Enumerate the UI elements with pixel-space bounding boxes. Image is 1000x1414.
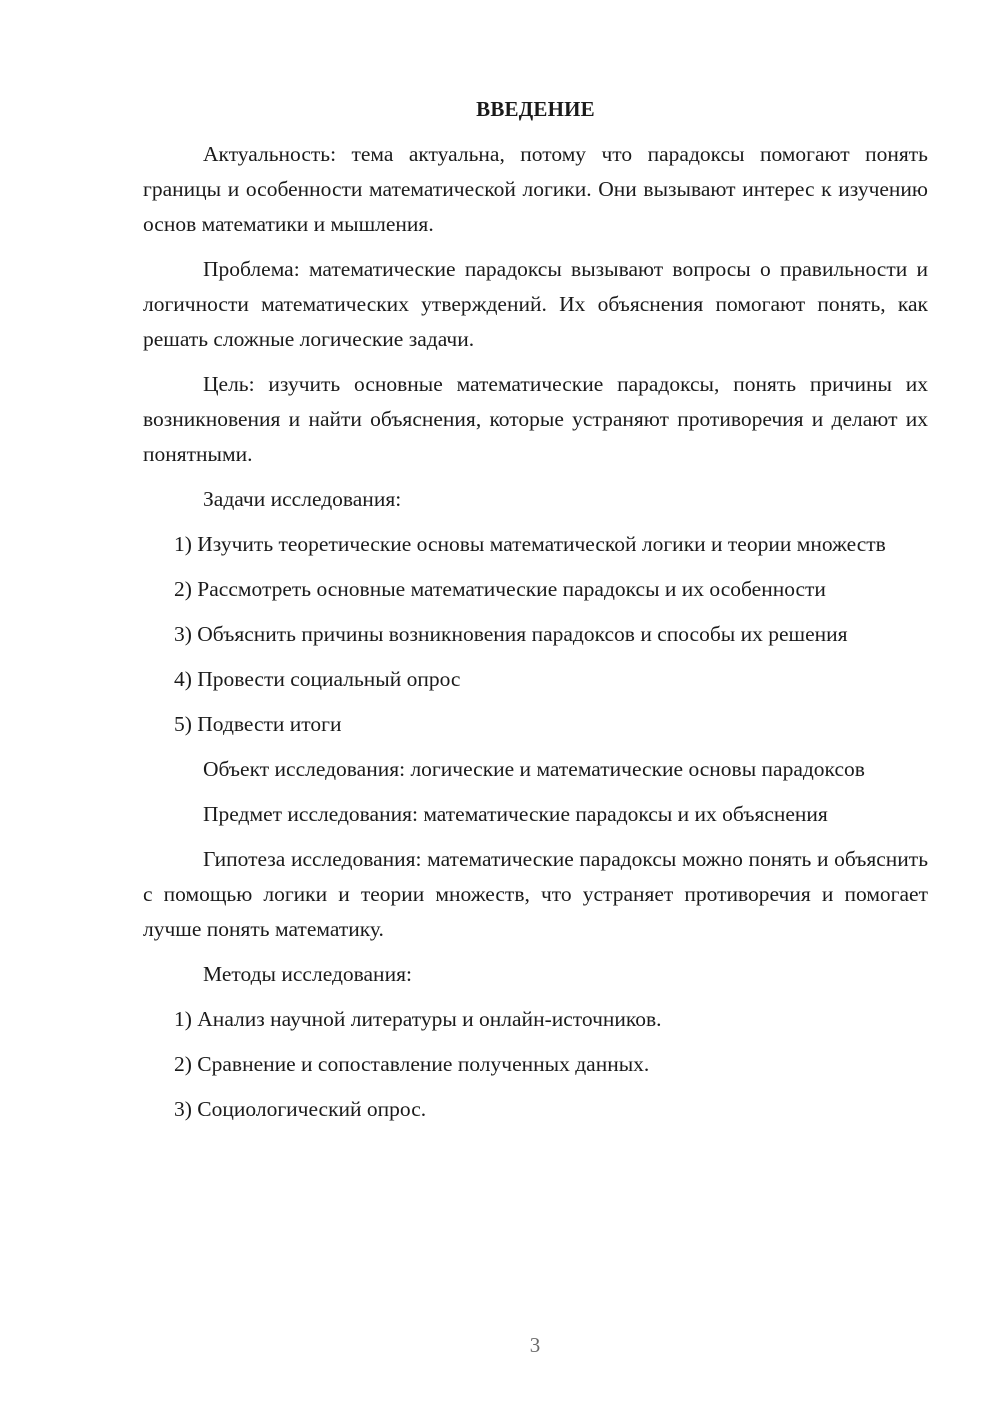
task-item-5: 5) Подвести итоги (174, 712, 342, 736)
task-item-3: 3) Объяснить причины возникновения парадоксов и способы их решения (174, 622, 848, 646)
paragraph-problem: Проблема: математические парадоксы вызывают вопросы о правильности и логичности математических утверждений. Их объяснения помогают понять, как решать сложные логические задачи. (143, 257, 928, 351)
paragraph-goal: Цель: изучить основные математические парадоксы, понять причины их возникновения и найти объяснения, которые устраняют противоречия и делают их понятными. (143, 372, 928, 466)
paragraph-object: Объект исследования: логические и математические основы парадоксов (203, 757, 865, 781)
paragraph-hypothesis: Гипотеза исследования: математические парадоксы можно понять и объяснить с помощью логики и теории множеств, что устраняет противоречия и помогает лучше понять математику. (143, 847, 928, 941)
method-item-3: 3) Социологический опрос. (174, 1097, 427, 1121)
task-item-4: 4) Провести социальный опрос (174, 667, 461, 691)
paragraph-subject: Предмет исследования: математические парадоксы и их объяснения (203, 802, 828, 826)
task-item-2: 2) Рассмотреть основные математические парадоксы и их особенности (174, 577, 826, 601)
page-number: 3 (529, 1333, 541, 1357)
paragraph-tasks-heading: Задачи исследования: (203, 487, 402, 511)
method-item-2: 2) Сравнение и сопоставление полученных данных. (174, 1052, 650, 1076)
document-page (143, 92, 928, 1137)
section-title: ВВЕДЕНИЕ (476, 97, 595, 121)
paragraph-methods-heading: Методы исследования: (203, 962, 412, 986)
method-item-1: 1) Анализ научной литературы и онлайн-источников. (174, 1007, 662, 1031)
task-item-1: 1) Изучить теоретические основы математической логики и теории множеств (174, 532, 886, 556)
paragraph-relevance: Актуальность: тема актуальна, потому что парадоксы помогают понять границы и особенности математической логики. Они вызывают интерес к изучению основ математики и мышления. (143, 142, 928, 236)
